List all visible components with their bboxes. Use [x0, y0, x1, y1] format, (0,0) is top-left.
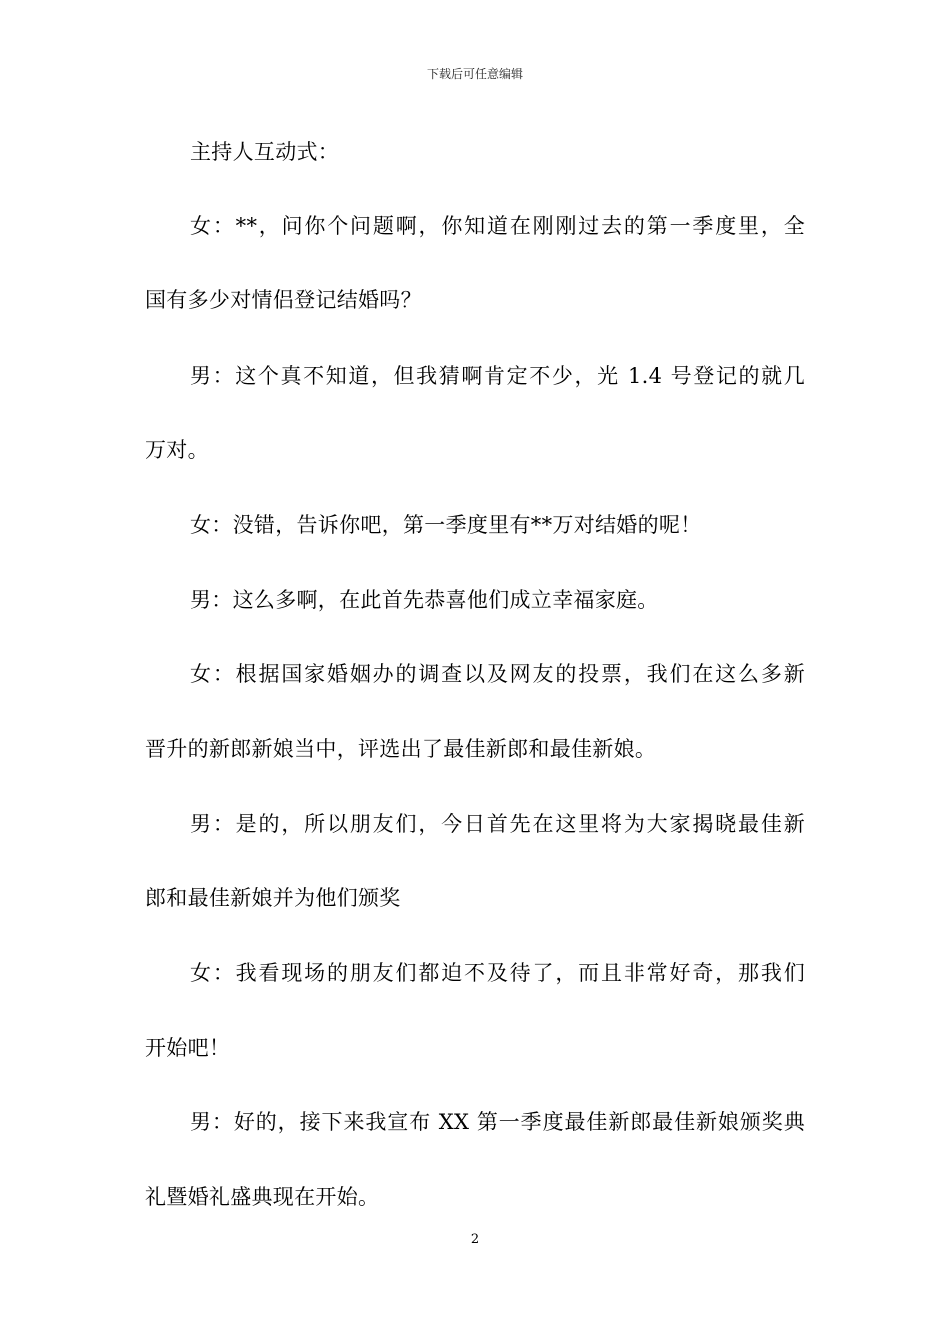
paragraph-line: 礼暨婚礼盛典现在开始。 — [145, 1185, 380, 1209]
paragraph-line: 女：我看现场的朋友们都迫不及待了，而且非常好奇，那我们 — [190, 961, 805, 985]
page-number: 2 — [470, 1232, 480, 1247]
paragraph-line: 万对。 — [145, 438, 209, 462]
paragraph-line: 男：这么多啊，在此首先恭喜他们成立幸福家庭。 — [190, 588, 659, 612]
paragraph-line: 国有多少对情侣登记结婚吗？ — [145, 288, 422, 312]
paragraph-line: 女：没错，告诉你吧，第一季度里有**万对结婚的呢！ — [190, 513, 702, 537]
paragraph-line: 男：是的，所以朋友们，今日首先在这里将为大家揭晓最佳新 — [190, 812, 805, 836]
paragraph-line: 男：这个真不知道，但我猜啊肯定不少，光 1.4 号登记的就几 — [190, 364, 805, 388]
paragraph-line: 女：**，问你个问题啊，你知道在刚刚过去的第一季度里，全 — [190, 214, 805, 238]
paragraph-line: 女：根据国家婚姻办的调查以及网友的投票，我们在这么多新 — [190, 662, 805, 686]
paragraph-line: 晋升的新郎新娘当中，评选出了最佳新郎和最佳新娘。 — [145, 737, 657, 761]
paragraph-line: 郎和最佳新娘并为他们颁奖 — [145, 886, 401, 910]
paragraph-line: 开始吧！ — [145, 1036, 231, 1060]
paragraph-line: 男：好的，接下来我宣布 XX 第一季度最佳新郎最佳新娘颁奖典 — [190, 1110, 805, 1134]
paragraph-line: 主持人互动式： — [190, 140, 340, 164]
page-header: 下载后可任意编辑 — [426, 67, 523, 81]
